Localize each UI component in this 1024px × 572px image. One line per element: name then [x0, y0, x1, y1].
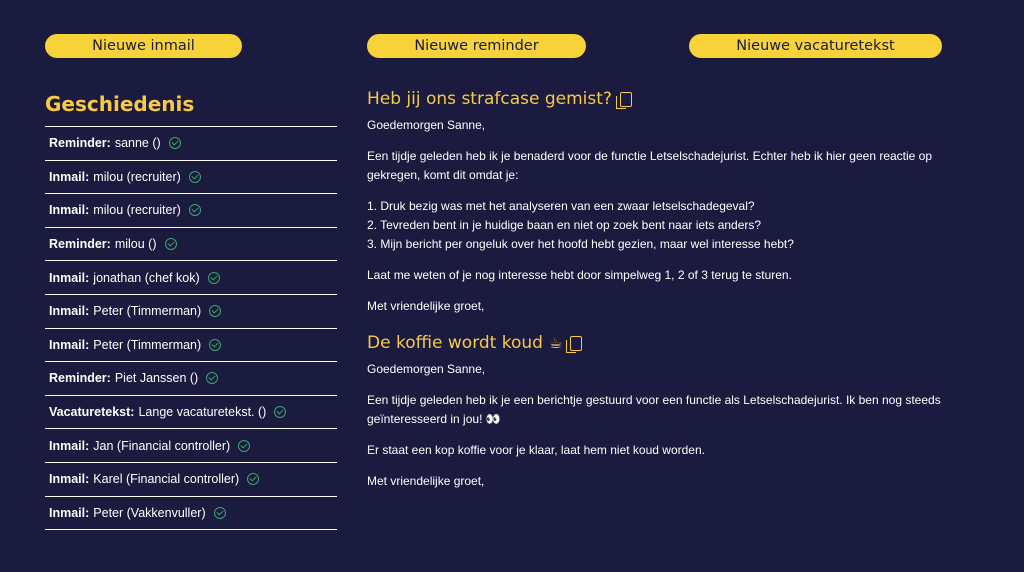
history-item[interactable] — [45, 295, 337, 329]
message-signoff: Met vriendelijke groet, — [367, 474, 485, 488]
history-item[interactable] — [45, 497, 337, 531]
history-item-type: Inmail: — [49, 304, 90, 319]
history-item[interactable] — [45, 329, 337, 363]
message-paragraph: Laat me weten of je nog interesse hebt door simpelweg 1, 2 of 3 terug te sturen. — [367, 268, 792, 282]
history-item[interactable] — [45, 396, 337, 430]
message-paragraph: Er staat een kop koffie voor je klaar, laat hem niet koud worden. — [367, 443, 705, 457]
history-title: Geschiedenis — [45, 90, 337, 127]
message-card — [367, 86, 987, 316]
check-circle-icon — [209, 339, 221, 351]
history-item-type: Inmail: — [49, 337, 90, 352]
new-inmail-button[interactable]: Nieuwe inmail — [45, 34, 242, 58]
history-list — [45, 127, 337, 530]
history-item-text: Piet Janssen () — [114, 371, 199, 386]
history-item-text: Peter (Timmerman) — [93, 304, 202, 319]
check-circle-icon — [274, 406, 286, 418]
history-item-type: Reminder: — [49, 371, 111, 386]
message-title-text: De koffie wordt koud — [367, 333, 543, 353]
message-body — [367, 116, 987, 316]
history-item[interactable] — [45, 362, 337, 396]
history-item-text: sanne () — [114, 136, 161, 151]
check-circle-icon — [209, 305, 221, 317]
history-item[interactable] — [45, 429, 337, 463]
history-item[interactable] — [45, 194, 337, 228]
message-paragraph: Een tijdje geleden heb ik je een berichtje gestuurd voor een functie als Letselschadejurist. Ik ben nog steeds geïnteresseerd in jou! 👀 — [367, 393, 941, 426]
check-circle-icon — [165, 238, 177, 250]
message-title-text: Heb jij ons strafcase gemist? — [367, 89, 612, 109]
new-vacancy-text-button[interactable]: Nieuwe vacaturetekst — [689, 34, 942, 58]
message-body — [367, 360, 987, 491]
history-item-text: milou (recruiter) — [93, 169, 181, 184]
check-circle-icon — [189, 171, 201, 183]
history-item[interactable] — [45, 127, 337, 161]
check-circle-icon — [214, 507, 226, 519]
message-paragraph: 1. Druk bezig was met het analyseren van een zwaar letselschadegeval? 2. Tevreden bent in je huidige baan en niet op zoek bent naar iets anders? 3. Mijn bericht per ongeluk over het hoofd hebt gezien, maar wel interesse hebt? — [367, 199, 794, 251]
message-signoff: Met vriendelijke groet, — [367, 299, 485, 313]
history-item-text: Peter (Vakkenvuller) — [93, 505, 206, 520]
history-panel — [45, 90, 337, 530]
history-item[interactable] — [45, 463, 337, 497]
history-item-text: milou () — [114, 237, 157, 252]
history-item-type: Inmail: — [49, 169, 90, 184]
message-panel — [367, 86, 987, 503]
history-item-text: jonathan (chef kok) — [93, 270, 200, 285]
history-item-type: Inmail: — [49, 438, 90, 453]
history-item-type: Vacaturetekst: — [49, 405, 135, 420]
message-title — [367, 86, 987, 112]
history-item-text: Peter (Timmerman) — [93, 337, 202, 352]
check-circle-icon — [206, 372, 218, 384]
history-item-text: Lange vacaturetekst. () — [138, 405, 267, 420]
history-item[interactable] — [45, 261, 337, 295]
new-reminder-button[interactable]: Nieuwe reminder — [367, 34, 586, 58]
history-item-text: Jan (Financial controller) — [93, 438, 231, 453]
history-item-type: Inmail: — [49, 505, 90, 520]
history-item[interactable] — [45, 228, 337, 262]
message-title — [367, 330, 987, 356]
coffee-icon: ☕ — [548, 334, 563, 352]
check-circle-icon — [189, 204, 201, 216]
history-item-type: Inmail: — [49, 472, 90, 487]
message-paragraph: Een tijdje geleden heb ik je benaderd voor de functie Letselschadejurist. Echter heb ik hier geen reactie op gekregen, komt dit omdat je: — [367, 149, 933, 182]
copy-icon[interactable] — [570, 336, 582, 351]
history-item-text: Karel (Financial controller) — [93, 472, 240, 487]
history-item-type: Inmail: — [49, 203, 90, 218]
history-item[interactable] — [45, 161, 337, 195]
check-circle-icon — [169, 137, 181, 149]
check-circle-icon — [208, 272, 220, 284]
history-item-text: milou (recruiter) — [93, 203, 181, 218]
message-greeting: Goedemorgen Sanne, — [367, 118, 486, 132]
message-card — [367, 330, 987, 491]
copy-icon[interactable] — [620, 92, 632, 107]
history-item-type: Inmail: — [49, 270, 90, 285]
history-item-type: Reminder: — [49, 237, 111, 252]
history-item-type: Reminder: — [49, 136, 111, 151]
check-circle-icon — [247, 473, 259, 485]
message-greeting: Goedemorgen Sanne, — [367, 362, 486, 376]
check-circle-icon — [238, 440, 250, 452]
